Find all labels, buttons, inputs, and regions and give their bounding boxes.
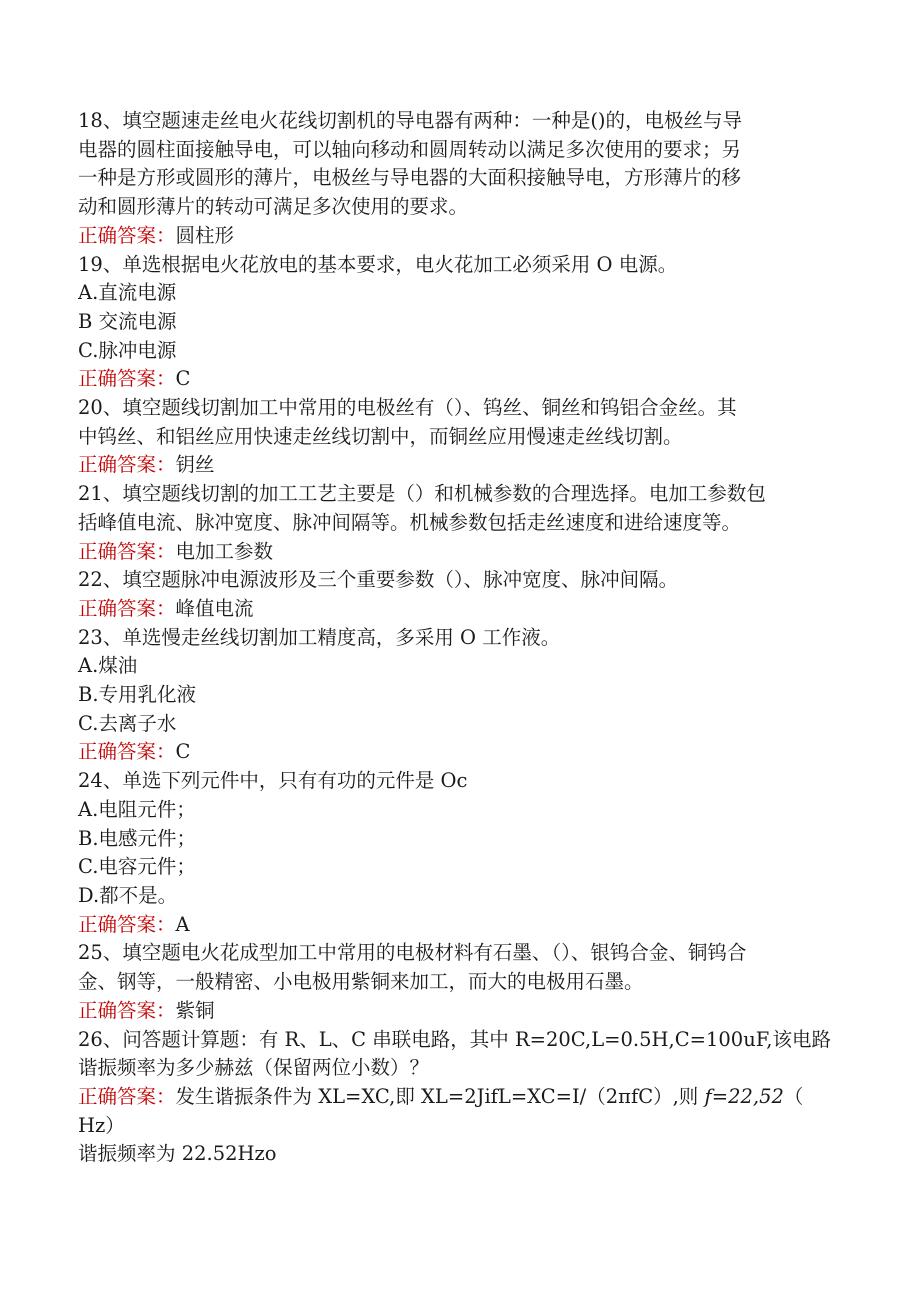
question-line: 谐振频率为多少赫兹（保留两位小数）？ [78,1056,430,1080]
answer-value: 电加工参数 [175,539,274,563]
answer-value: C [175,740,191,764]
answer-label: 正确答案： [78,367,176,391]
question-25 [78,939,848,1025]
answer-line [78,911,848,940]
question-line: 22、填空题脉冲电源波形及三个重要参数（）、脉冲宽度、脉冲间隔。 [78,568,679,592]
option-a: A.电阻元件； [78,797,196,821]
answer-line [78,451,848,480]
answer-continuation: Hz） [78,1113,125,1137]
answer-value: 钥丝 [175,453,215,477]
answer-line [78,222,848,251]
answer-label: 正确答案： [78,912,176,936]
option-d: D.都不是。 [78,883,178,907]
question-line: 25、填空题电火花成型加工中常用的电极材料有石墨、（）、银钨合金、铜钨合 [78,941,747,965]
question-line: 电器的圆柱面接触导电，可以轴向移动和圆周转动以满足多次使用的要求；另 [78,137,742,161]
option-c: C.电容元件； [78,855,196,879]
answer-line [78,1083,848,1112]
answer-line [78,595,848,624]
question-line: 18、填空题速走丝电火花线切割机的导电器有两种：一种是()的，电极丝与导 [78,109,743,132]
question-21 [78,480,848,566]
question-line: 一种是方形或圆形的薄片，电极丝与导电器的大面积接触导电，方形薄片的移 [78,166,742,190]
option-b: B 交流电源 [78,309,177,333]
question-20 [78,394,848,480]
option-c: C.脉冲电源 [78,338,177,362]
answer-value: 紫铜 [175,998,215,1022]
question-line: 26、问答题计算题：有 R、L、C 串联电路，其中 R=20C,L=0.5H,C=100uF,该电路 [78,1027,831,1051]
answer-label: 正确答案： [78,223,176,247]
question-line: 21、填空题线切割的加工工艺主要是（）和机械参数的合理选择。电加工参数包 [78,482,766,506]
answer-label: 正确答案： [78,596,176,620]
answer-label: 正确答案： [78,1084,176,1108]
answer-label: 正确答案： [78,539,176,563]
question-23 [78,624,848,768]
option-b: B.电感元件； [78,826,197,850]
answer-line [78,538,848,567]
answer-label: 正确答案： [78,998,176,1022]
answer-value: C [175,367,191,391]
answer-tail: （ [783,1084,804,1108]
answer-conclusion: 谐振频率为 22.52Hzo [78,1142,277,1166]
question-19 [78,251,848,395]
option-a: A.煤油 [78,654,138,678]
answer-text: 发生谐振条件为 XL=XC,即 XL=2JifL=XC=I/（2πfC）,则 [175,1084,705,1108]
option-c: C.去离子水 [78,711,177,735]
question-line: 金、钢等，一般精密、小电极用紫铜来加工，而大的电极用石墨。 [78,970,644,994]
question-18 [78,107,848,251]
question-24 [78,767,848,939]
answer-line [78,365,848,394]
option-b: B.专用乳化液 [78,683,197,707]
question-line: 中钨丝、和铝丝应用快速走丝线切割中，而铜丝应用慢速走丝线切割。 [78,424,683,448]
question-line: 24、单选下列元件中，只有有功的元件是 Oc [78,769,468,793]
option-a: A.直流电源 [78,281,177,305]
document-page [78,107,848,1169]
answer-label: 正确答案： [78,453,176,477]
answer-label: 正确答案： [78,740,176,764]
question-22 [78,566,848,623]
answer-formula: f=22,52 [704,1084,784,1108]
answer-line [78,738,848,767]
question-line: 括峰值电流、脉冲宽度、脉冲间隔等。机械参数包括走丝速度和进给速度等。 [78,510,742,534]
question-line: 20、填空题线切割加工中常用的电极丝有（）、钨丝、铜丝和钨铝合金丝。其 [78,396,737,420]
answer-line [78,997,848,1026]
question-line: 23、单选慢走丝线切割加工精度高，多采用 O 工作液。 [78,625,561,649]
answer-value: A [175,912,190,936]
answer-value: 峰值电流 [175,596,254,620]
question-26 [78,1026,848,1170]
question-line: 19、单选根据电火花放电的基本要求，电火花加工必须采用 O 电源。 [78,252,678,276]
question-line: 动和圆形薄片的转动可满足多次使用的要求。 [78,195,469,219]
answer-value: 圆柱形 [175,223,235,247]
